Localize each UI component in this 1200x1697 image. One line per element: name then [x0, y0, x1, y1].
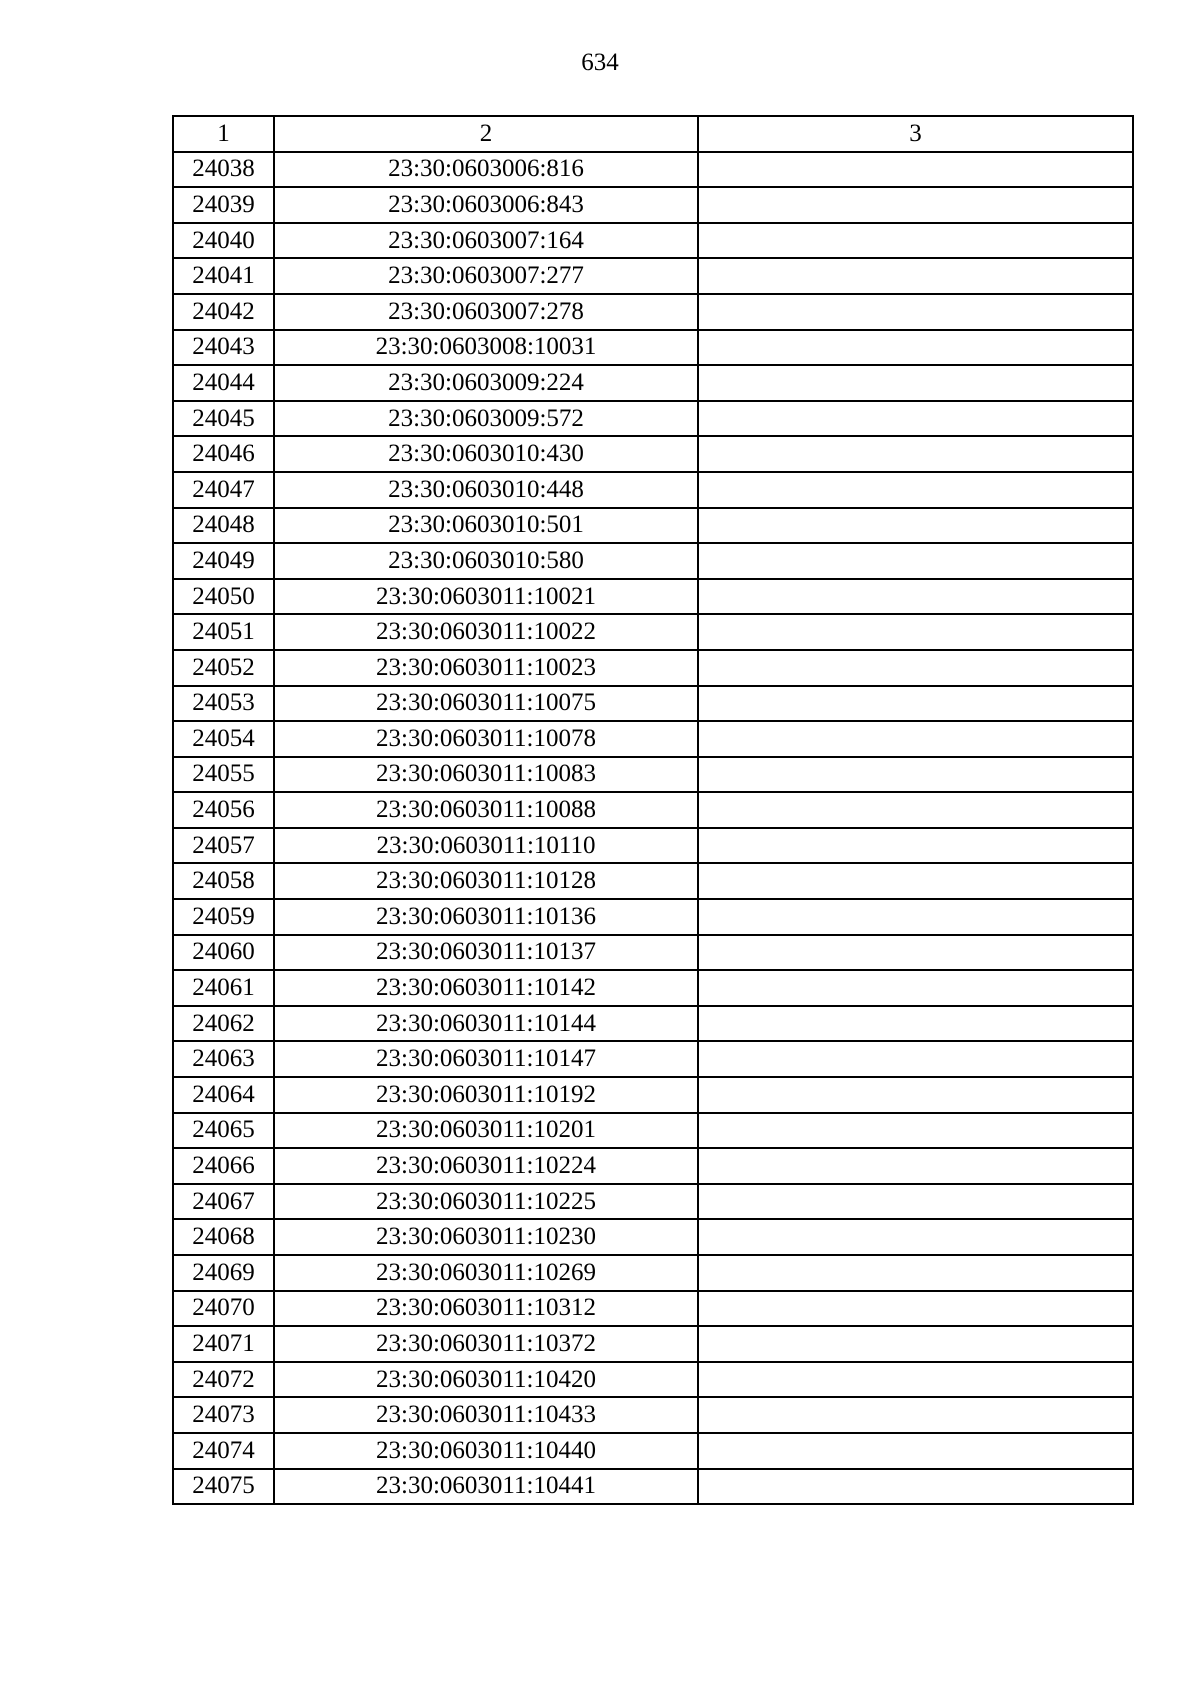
table-row [173, 152, 1133, 188]
cadastral-number-cell: 23:30:0603011:10137 [274, 935, 698, 971]
table-row [173, 1291, 1133, 1327]
note-cell [698, 1041, 1133, 1077]
table-row [173, 223, 1133, 259]
table-row [173, 1397, 1133, 1433]
row-number-cell: 24041 [173, 258, 274, 294]
cadastral-number-cell: 23:30:0603011:10372 [274, 1326, 698, 1362]
row-number-cell: 24059 [173, 899, 274, 935]
cadastral-number-cell: 23:30:0603011:10083 [274, 757, 698, 793]
cadastral-number-cell: 23:30:0603011:10078 [274, 721, 698, 757]
row-number-cell: 24049 [173, 543, 274, 579]
cadastral-number-cell: 23:30:0603011:10312 [274, 1291, 698, 1327]
note-cell [698, 935, 1133, 971]
table-row [173, 579, 1133, 615]
table-row [173, 472, 1133, 508]
cadastral-number-cell: 23:30:0603011:10023 [274, 650, 698, 686]
note-cell [698, 1326, 1133, 1362]
table-row [173, 1326, 1133, 1362]
header-cell-2: 2 [274, 116, 698, 152]
row-number-cell: 24072 [173, 1362, 274, 1398]
row-number-cell: 24055 [173, 757, 274, 793]
note-cell [698, 757, 1133, 793]
note-cell [698, 1184, 1133, 1220]
cadastral-number-cell: 23:30:0603011:10128 [274, 863, 698, 899]
note-cell [698, 294, 1133, 330]
note-cell [698, 828, 1133, 864]
table-row [173, 970, 1133, 1006]
row-number-cell: 24069 [173, 1255, 274, 1291]
cadastral-number-cell: 23:30:0603008:10031 [274, 330, 698, 366]
cadastral-number-cell: 23:30:0603011:10440 [274, 1433, 698, 1469]
note-cell [698, 1219, 1133, 1255]
note-cell [698, 543, 1133, 579]
cadastral-number-cell: 23:30:0603011:10420 [274, 1362, 698, 1398]
note-cell [698, 579, 1133, 615]
note-cell [698, 1362, 1133, 1398]
cadastral-number-cell: 23:30:0603010:448 [274, 472, 698, 508]
row-number-cell: 24066 [173, 1148, 274, 1184]
cadastral-number-cell: 23:30:0603009:224 [274, 365, 698, 401]
row-number-cell: 24050 [173, 579, 274, 615]
table-row [173, 757, 1133, 793]
table-row [173, 863, 1133, 899]
note-cell [698, 1113, 1133, 1149]
note-cell [698, 614, 1133, 650]
note-cell [698, 1006, 1133, 1042]
note-cell [698, 1291, 1133, 1327]
cadastral-number-cell: 23:30:0603011:10075 [274, 686, 698, 722]
row-number-cell: 24040 [173, 223, 274, 259]
table-row [173, 436, 1133, 472]
note-cell [698, 258, 1133, 294]
cadastral-number-cell: 23:30:0603011:10224 [274, 1148, 698, 1184]
table-row [173, 330, 1133, 366]
note-cell [698, 365, 1133, 401]
table-row [173, 614, 1133, 650]
cadastral-number-cell: 23:30:0603009:572 [274, 401, 698, 437]
cadastral-number-cell: 23:30:0603011:10147 [274, 1041, 698, 1077]
row-number-cell: 24071 [173, 1326, 274, 1362]
note-cell [698, 650, 1133, 686]
row-number-cell: 24038 [173, 152, 274, 188]
cadastral-number-cell: 23:30:0603011:10225 [274, 1184, 698, 1220]
row-number-cell: 24070 [173, 1291, 274, 1327]
cadastral-number-cell: 23:30:0603011:10088 [274, 792, 698, 828]
row-number-cell: 24039 [173, 187, 274, 223]
note-cell [698, 330, 1133, 366]
table-row [173, 1433, 1133, 1469]
note-cell [698, 152, 1133, 188]
table-row [173, 721, 1133, 757]
note-cell [698, 223, 1133, 259]
table-row [173, 294, 1133, 330]
row-number-cell: 24064 [173, 1077, 274, 1113]
cadastral-number-cell: 23:30:0603010:501 [274, 508, 698, 544]
table-row [173, 1219, 1133, 1255]
table-row [173, 1362, 1133, 1398]
row-number-cell: 24051 [173, 614, 274, 650]
note-cell [698, 721, 1133, 757]
cadastral-number-cell: 23:30:0603007:164 [274, 223, 698, 259]
header-cell-3: 3 [698, 116, 1133, 152]
note-cell [698, 1469, 1133, 1505]
cadastral-number-cell: 23:30:0603011:10144 [274, 1006, 698, 1042]
note-cell [698, 1255, 1133, 1291]
table-row [173, 1148, 1133, 1184]
note-cell [698, 1077, 1133, 1113]
table-row [173, 1077, 1133, 1113]
note-cell [698, 472, 1133, 508]
row-number-cell: 24065 [173, 1113, 274, 1149]
cadastral-number-cell: 23:30:0603010:430 [274, 436, 698, 472]
table-body [173, 152, 1133, 1505]
cadastral-number-cell: 23:30:0603006:843 [274, 187, 698, 223]
cadastral-number-cell: 23:30:0603007:277 [274, 258, 698, 294]
row-number-cell: 24061 [173, 970, 274, 1006]
table-row [173, 650, 1133, 686]
table-row [173, 1255, 1133, 1291]
row-number-cell: 24062 [173, 1006, 274, 1042]
cadastral-number-cell: 23:30:0603011:10142 [274, 970, 698, 1006]
cadastral-number-cell: 23:30:0603011:10433 [274, 1397, 698, 1433]
row-number-cell: 24074 [173, 1433, 274, 1469]
note-cell [698, 401, 1133, 437]
cadastral-number-cell: 23:30:0603006:816 [274, 152, 698, 188]
row-number-cell: 24048 [173, 508, 274, 544]
cadastral-number-cell: 23:30:0603011:10192 [274, 1077, 698, 1113]
data-table [172, 115, 1134, 1505]
note-cell [698, 792, 1133, 828]
row-number-cell: 24054 [173, 721, 274, 757]
row-number-cell: 24068 [173, 1219, 274, 1255]
note-cell [698, 899, 1133, 935]
header-cell-1: 1 [173, 116, 274, 152]
row-number-cell: 24052 [173, 650, 274, 686]
row-number-cell: 24056 [173, 792, 274, 828]
note-cell [698, 970, 1133, 1006]
note-cell [698, 436, 1133, 472]
table-row [173, 1184, 1133, 1220]
table-row [173, 401, 1133, 437]
table-row [173, 935, 1133, 971]
table-row [173, 686, 1133, 722]
cadastral-number-cell: 23:30:0603011:10201 [274, 1113, 698, 1149]
table-row [173, 792, 1133, 828]
cadastral-number-cell: 23:30:0603011:10230 [274, 1219, 698, 1255]
note-cell [698, 1148, 1133, 1184]
row-number-cell: 24047 [173, 472, 274, 508]
table-row [173, 1041, 1133, 1077]
table-row [173, 1469, 1133, 1505]
table-row [173, 828, 1133, 864]
table-row [173, 187, 1133, 223]
table-row [173, 365, 1133, 401]
note-cell [698, 1397, 1133, 1433]
row-number-cell: 24067 [173, 1184, 274, 1220]
note-cell [698, 1433, 1133, 1469]
cadastral-number-cell: 23:30:0603011:10136 [274, 899, 698, 935]
row-number-cell: 24044 [173, 365, 274, 401]
row-number-cell: 24045 [173, 401, 274, 437]
page-number: 634 [581, 49, 619, 76]
cadastral-number-cell: 23:30:0603011:10021 [274, 579, 698, 615]
table-header [173, 116, 1133, 152]
table-row [173, 543, 1133, 579]
note-cell [698, 187, 1133, 223]
table-row [173, 258, 1133, 294]
note-cell [698, 863, 1133, 899]
cadastral-number-cell: 23:30:0603011:10110 [274, 828, 698, 864]
note-cell [698, 508, 1133, 544]
table-row [173, 508, 1133, 544]
row-number-cell: 24043 [173, 330, 274, 366]
row-number-cell: 24046 [173, 436, 274, 472]
row-number-cell: 24058 [173, 863, 274, 899]
header-row [173, 116, 1133, 152]
cadastral-number-cell: 23:30:0603011:10022 [274, 614, 698, 650]
table-row [173, 1113, 1133, 1149]
row-number-cell: 24060 [173, 935, 274, 971]
row-number-cell: 24057 [173, 828, 274, 864]
row-number-cell: 24053 [173, 686, 274, 722]
cadastral-number-cell: 23:30:0603011:10441 [274, 1469, 698, 1505]
table-row [173, 899, 1133, 935]
row-number-cell: 24075 [173, 1469, 274, 1505]
cadastral-number-cell: 23:30:0603011:10269 [274, 1255, 698, 1291]
cadastral-number-cell: 23:30:0603010:580 [274, 543, 698, 579]
row-number-cell: 24042 [173, 294, 274, 330]
cadastral-number-cell: 23:30:0603007:278 [274, 294, 698, 330]
table-row [173, 1006, 1133, 1042]
row-number-cell: 24063 [173, 1041, 274, 1077]
row-number-cell: 24073 [173, 1397, 274, 1433]
note-cell [698, 686, 1133, 722]
